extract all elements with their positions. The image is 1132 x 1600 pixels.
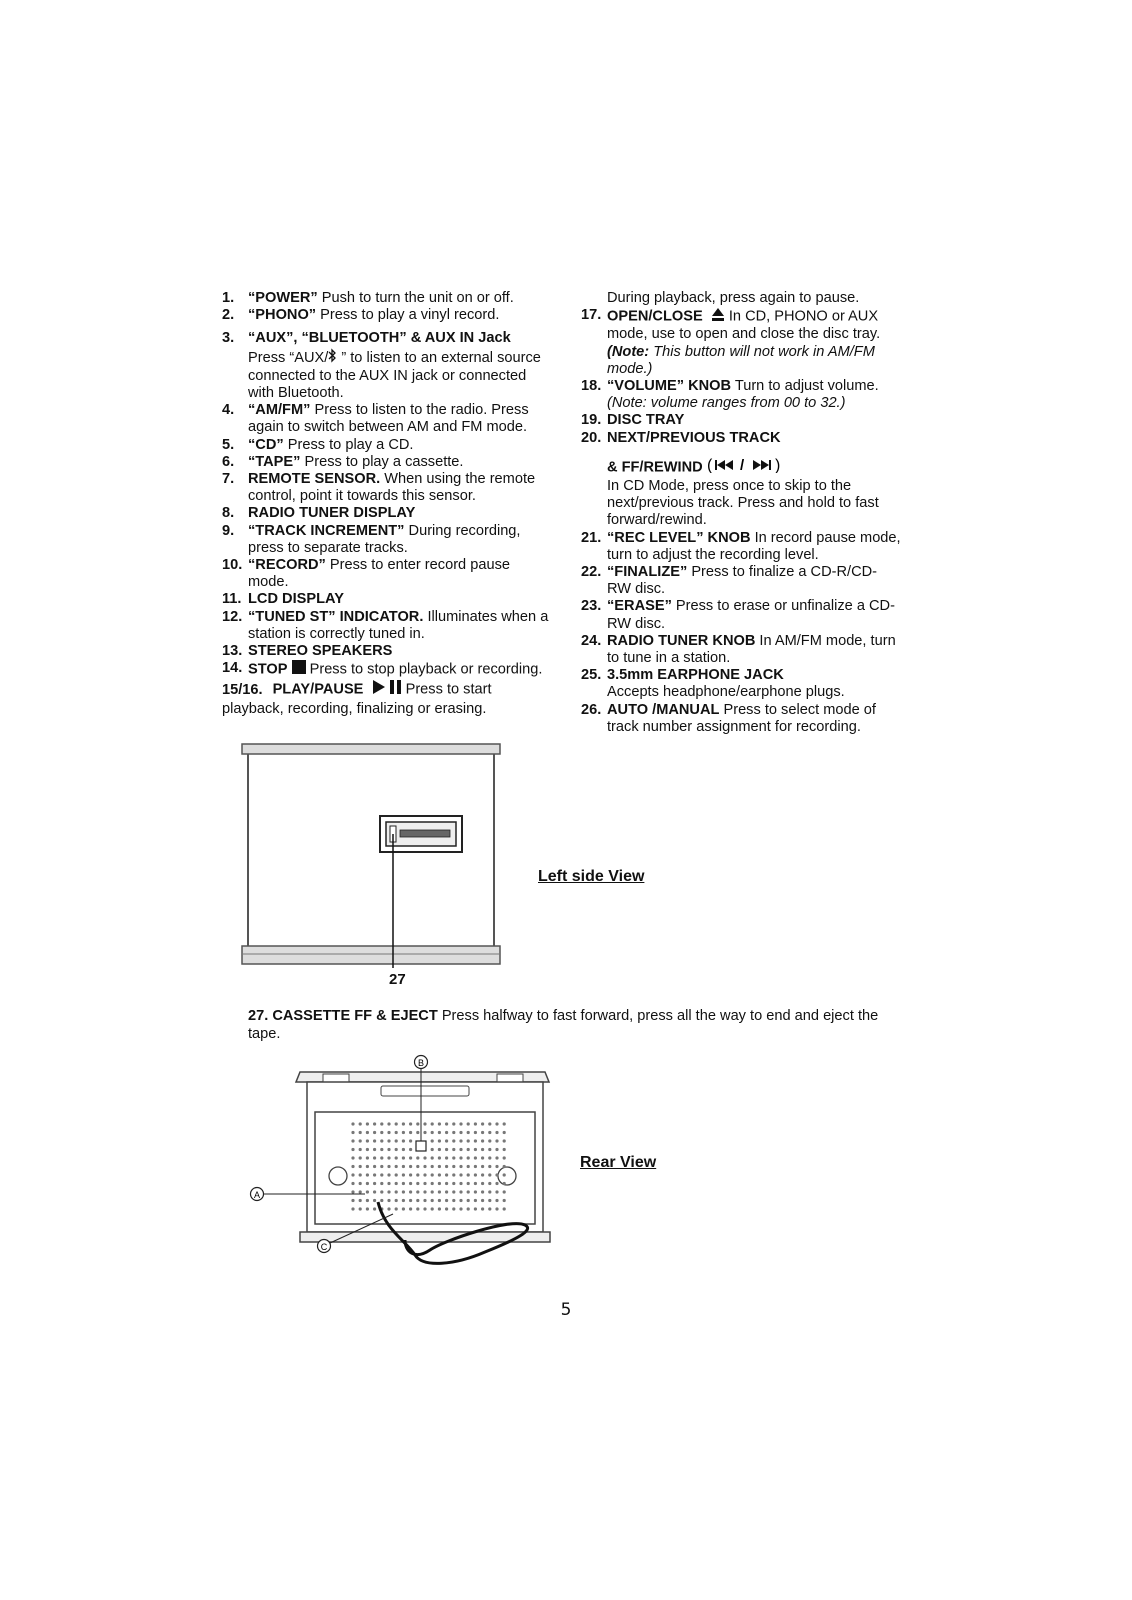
item-6: 6. “TAPE” Press to play a cassette. [222,453,464,470]
page-number: 5 [560,1300,572,1320]
label-c: C [320,1242,328,1252]
item-22: 22. “FINALIZE” Press to finalize a CD-R/CD-RW disc. [581,564,878,598]
label-a: A [253,1190,261,1200]
item-14: 14. STOP Press to stop playback or recording. [222,660,543,678]
item-21: 21. “REC LEVEL” KNOB In record pause mode, turn to adjust the recording level. [581,529,901,563]
item-11: 11. LCD DISPLAY [222,591,344,608]
item-17: 17. OPEN/CLOSE In CD, PHONO or AUX mode, use to open and close the disc tray. (Note: This button will not work in AM/FM mode.) [581,307,881,377]
item-13: 13. STEREO SPEAKERS [222,643,393,660]
eject-icon [711,307,725,326]
item-23: 23. “ERASE” Press to erase or unfinalize a CD-RW disc. [581,598,895,632]
item-2: 2. “PHONO” Press to play a vinyl record. [222,307,500,324]
right-column [581,290,901,736]
play-pause-icon [372,679,402,700]
svg-text:(: ( [706,456,713,473]
left-column [222,290,552,718]
left-side-view-illustration [240,740,510,1000]
item-8: 8. RADIO TUNER DISPLAY [222,505,416,522]
left-side-view-caption: Left side View [538,868,645,885]
item-7: 7. REMOTE SENSOR. When using the remote control, point it towards this sensor. [222,471,536,505]
item-15-16: 15/16. PLAY/PAUSE Press to start playback, recording, finalizing or erasing. [222,679,552,717]
item-25: 25. 3.5mm EARPHONE JACK Accepts headphone/earphone plugs. [581,667,845,701]
callout-27: 27 [389,971,406,988]
rear-view-caption: Rear View [580,1154,657,1171]
item-4: 4. “AM/FM” Press to listen to the radio. Press again to switch between AM and FM mode. [222,402,529,436]
item-1: 1. “POWER” Push to turn the unit on or off. [222,290,514,306]
item-9: 9. “TRACK INCREMENT” During recording, press to separate tracks. [222,522,521,556]
item-12: 12. “TUNED ST” INDICATOR. Illuminates when a station is correctly tuned in. [222,608,549,642]
rear-view-illustration [245,1040,555,1265]
item-20: 20. NEXT/PREVIOUS TRACK & FF/REWIND ( / ) In CD Mode, press once to skip to the next/previous track. Press and hold to fast forward/rewind. [581,429,879,529]
item-19: 19. DISC TRAY [581,412,685,429]
continuation-text: During playback, press again to pause. [607,290,860,306]
cassette-ff-eject-text: 27. CASSETTE FF & EJECT Press halfway to fast forward, press all the way to end and eject the tape. [248,1008,879,1042]
item-3: 3. “AUX”, “BLUETOOTH” & AUX IN Jack Press “AUX/ ” to listen to an external source connected to the AUX IN jack or connected with Bluetooth. [222,330,541,402]
bluetooth-icon [328,348,337,368]
label-b: B [417,1058,425,1068]
item-26: 26. AUTO /MANUAL Press to select mode of track number assignment for recording. [581,701,876,735]
stop-icon [292,660,306,679]
svg-text:): ) [774,456,781,473]
item-18: 18. “VOLUME” KNOB Turn to adjust volume. (Note: volume ranges from 00 to 32.) [581,378,879,412]
prev-next-icon [707,457,803,478]
item-10: 10. “RECORD” Press to enter record pause mode. [222,557,510,591]
svg-text:/: / [739,456,744,473]
item-24: 24. RADIO TUNER KNOB In AM/FM mode, turn to tune in a station. [581,632,896,667]
item-5: 5. “CD” Press to play a CD. [222,436,414,453]
